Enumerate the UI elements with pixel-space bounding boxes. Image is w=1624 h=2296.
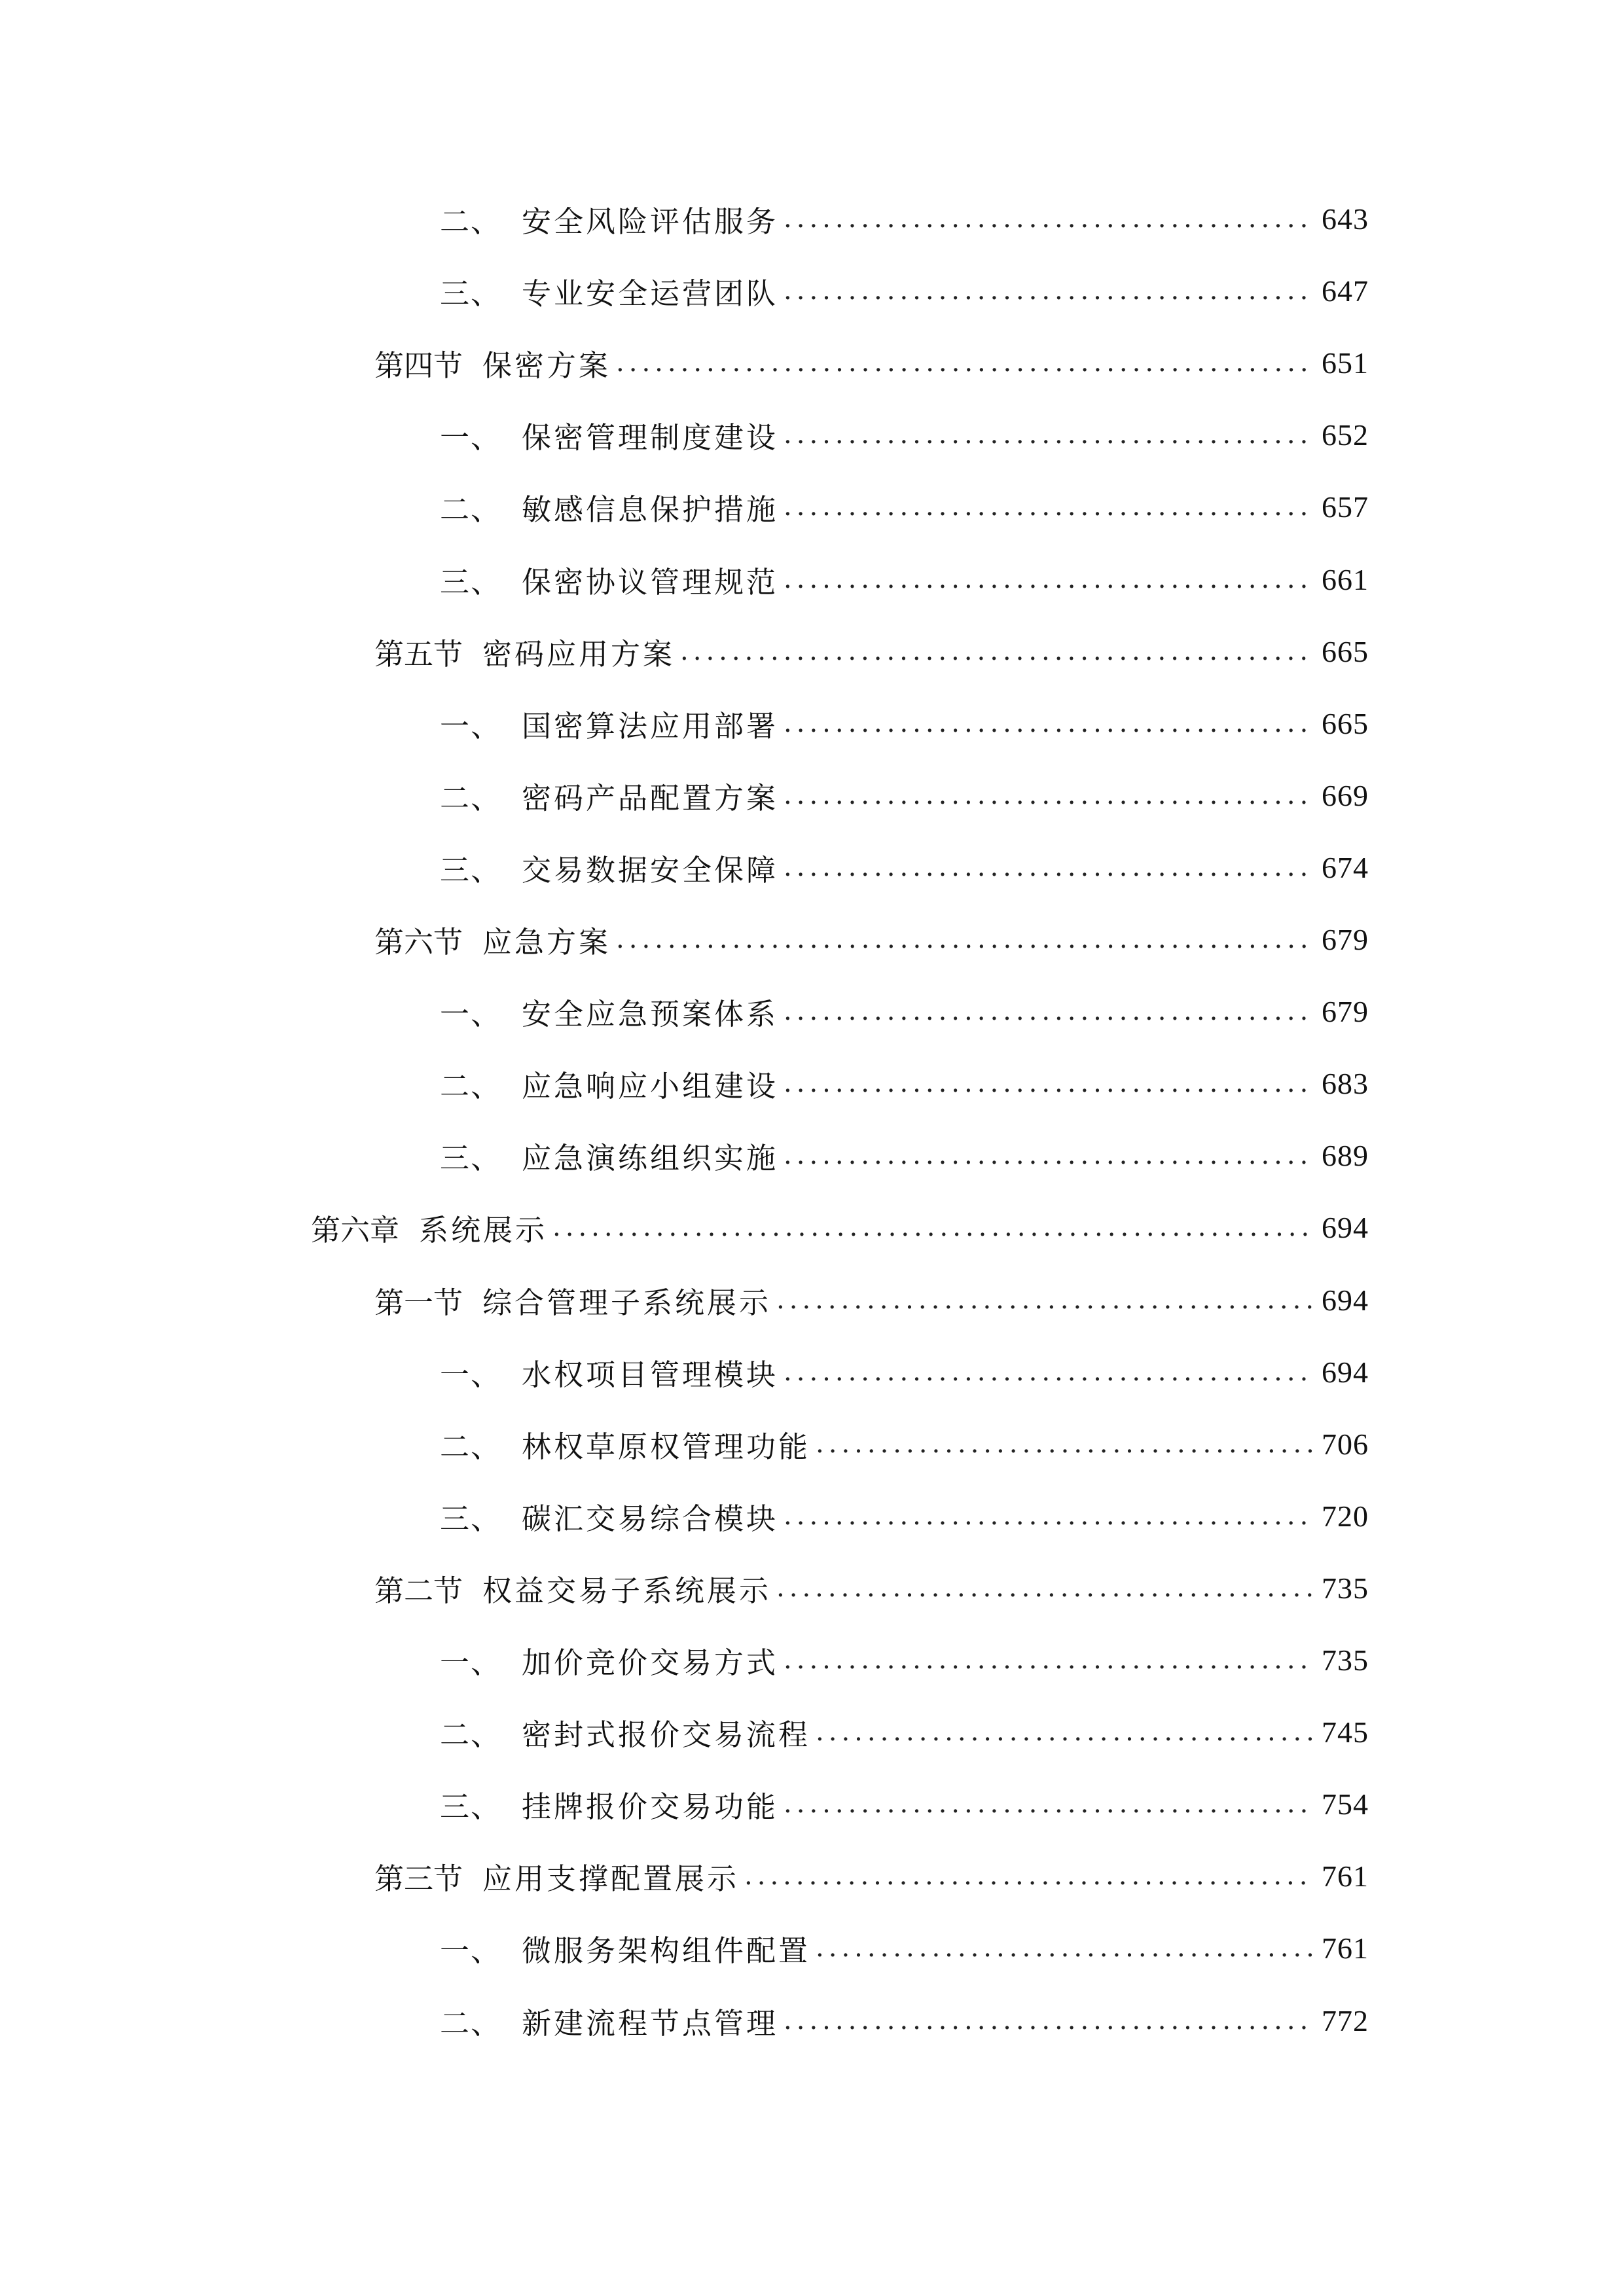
toc-entry-item[interactable]	[440, 480, 1369, 533]
toc-entry-item[interactable]	[440, 1706, 1369, 1758]
toc-entry-prefix: 三、	[440, 276, 502, 311]
toc-entry-prefix: 二、	[440, 1429, 502, 1464]
dot-leader	[784, 1645, 1312, 1675]
dot-leader	[776, 1285, 1312, 1315]
dot-leader	[784, 1357, 1312, 1387]
toc-entry-item[interactable]	[440, 769, 1369, 821]
toc-entry-page-number: 694	[1322, 1355, 1369, 1389]
toc-entry-page-number: 694	[1322, 1283, 1369, 1317]
toc-entry-title: 密码产品配置方案	[522, 780, 779, 816]
toc-entry-page-number: 761	[1322, 1859, 1369, 1893]
toc-entry-item[interactable]	[440, 1129, 1369, 1181]
dot-leader	[784, 708, 1312, 738]
toc-entry-item[interactable]	[440, 1418, 1369, 1470]
dot-leader	[784, 564, 1312, 594]
dot-leader	[616, 348, 1312, 378]
toc-entry-item[interactable]	[440, 841, 1369, 893]
toc-entry-title: 专业安全运营团队	[522, 276, 779, 311]
toc-entry-item[interactable]	[440, 1994, 1369, 2047]
toc-entry-prefix: 一、	[440, 1645, 502, 1680]
toc-entry-page-number: 745	[1322, 1715, 1369, 1749]
toc-entry-prefix: 二、	[440, 1717, 502, 1752]
toc-entry-prefix: 第六章	[311, 1212, 400, 1247]
toc-entry-page-number: 706	[1322, 1427, 1369, 1461]
toc-entry-page-number: 665	[1322, 634, 1369, 668]
toc-entry-title: 新建流程节点管理	[522, 2005, 779, 2041]
toc-entry-page-number: 657	[1322, 490, 1369, 524]
toc-entry-page-number: 674	[1322, 850, 1369, 884]
toc-entry-prefix: 第四节	[374, 348, 463, 383]
toc-entry-page-number: 651	[1322, 346, 1369, 380]
dot-leader	[784, 204, 1312, 234]
dot-leader	[784, 780, 1312, 810]
toc-entry-prefix: 第五节	[374, 636, 463, 672]
dot-leader	[680, 636, 1312, 666]
toc-entry-prefix: 二、	[440, 1068, 502, 1103]
toc-entry-item[interactable]	[440, 1922, 1369, 1974]
toc-entry-section[interactable]	[374, 1274, 1369, 1326]
dot-leader	[552, 1212, 1312, 1242]
toc-entry-title: 保密方案	[482, 348, 611, 383]
toc-entry-page-number: 772	[1322, 2003, 1369, 2037]
toc-entry-page-number: 679	[1322, 922, 1369, 956]
dot-leader	[784, 492, 1312, 522]
toc-entry-prefix: 一、	[440, 996, 502, 1031]
toc-entry-chapter[interactable]	[311, 1201, 1369, 1253]
toc-entry-page-number: 669	[1322, 778, 1369, 812]
toc-entry-section[interactable]	[374, 336, 1369, 389]
dot-leader	[784, 1068, 1312, 1098]
toc-entry-title: 碳汇交易综合模块	[522, 1501, 779, 1536]
toc-entry-item[interactable]	[440, 985, 1369, 1037]
toc-entry-prefix: 一、	[440, 1933, 502, 1968]
toc-entry-section[interactable]	[374, 1850, 1369, 1902]
dot-leader	[744, 1861, 1312, 1891]
toc-entry-prefix: 第一节	[374, 1285, 463, 1320]
toc-entry-title: 权益交易子系统展示	[482, 1573, 772, 1608]
toc-entry-title: 挂牌报价交易功能	[522, 1789, 779, 1824]
toc-entry-page-number: 720	[1322, 1499, 1369, 1533]
toc-entry-page-number: 735	[1322, 1571, 1369, 1605]
toc-entry-title: 国密算法应用部署	[522, 708, 779, 744]
toc-entry-prefix: 一、	[440, 1357, 502, 1392]
toc-entry-prefix: 一、	[440, 420, 502, 455]
toc-entry-item[interactable]	[440, 1490, 1369, 1542]
toc-entry-title: 保密协议管理规范	[522, 564, 779, 600]
toc-entry-page-number: 735	[1322, 1643, 1369, 1677]
toc-entry-prefix: 三、	[440, 1789, 502, 1824]
toc-entry-title: 应急演练组织实施	[522, 1140, 779, 1175]
toc-entry-title: 水权项目管理模块	[522, 1357, 779, 1392]
toc-entry-title: 安全应急预案体系	[522, 996, 779, 1031]
toc-entry-item[interactable]	[440, 553, 1369, 605]
toc-entry-page-number: 643	[1322, 202, 1369, 236]
toc-entry-title: 密封式报价交易流程	[522, 1717, 811, 1752]
toc-entry-item[interactable]	[440, 1346, 1369, 1398]
toc-entry-page-number: 694	[1322, 1210, 1369, 1244]
toc-entry-section[interactable]	[374, 1562, 1369, 1614]
toc-entry-section[interactable]	[374, 913, 1369, 965]
toc-entry-item[interactable]	[440, 697, 1369, 749]
toc-entry-item[interactable]	[440, 408, 1369, 461]
toc-entry-page-number: 683	[1322, 1066, 1369, 1100]
toc-entry-prefix: 三、	[440, 852, 502, 888]
toc-entry-prefix: 第二节	[374, 1573, 463, 1608]
toc-entry-prefix: 三、	[440, 1140, 502, 1175]
toc-entry-prefix: 一、	[440, 708, 502, 744]
toc-entry-title: 应用支撑配置展示	[482, 1861, 740, 1896]
toc-entry-page-number: 652	[1322, 418, 1369, 452]
toc-entry-item[interactable]	[440, 1057, 1369, 1109]
toc-entry-page-number: 661	[1322, 562, 1369, 596]
toc-entry-prefix: 三、	[440, 1501, 502, 1536]
toc-entry-title: 应急响应小组建设	[522, 1068, 779, 1103]
dot-leader	[784, 2005, 1312, 2036]
dot-leader	[816, 1717, 1312, 1747]
toc-entry-title: 密码应用方案	[482, 636, 676, 672]
toc-entry-prefix: 二、	[440, 204, 502, 239]
toc-entry-prefix: 第三节	[374, 1861, 463, 1896]
toc-entry-title: 交易数据安全保障	[522, 852, 779, 888]
toc-entry-title: 保密管理制度建设	[522, 420, 779, 455]
toc-entry-title: 综合管理子系统展示	[482, 1285, 772, 1320]
toc-entry-prefix: 二、	[440, 492, 502, 527]
toc-entry-page-number: 689	[1322, 1138, 1369, 1172]
toc-entry-title: 应急方案	[482, 924, 611, 960]
toc-entry-title: 安全风险评估服务	[522, 204, 779, 239]
toc-entry-item[interactable]	[440, 264, 1369, 317]
toc-entry-title: 林权草原权管理功能	[522, 1429, 811, 1464]
dot-leader	[784, 1140, 1312, 1170]
toc-entry-prefix: 二、	[440, 780, 502, 816]
toc-entry-title: 微服务架构组件配置	[522, 1933, 811, 1968]
toc-entry-prefix: 第六节	[374, 924, 463, 960]
toc-entry-item[interactable]	[440, 1634, 1369, 1686]
dot-leader	[784, 1789, 1312, 1819]
toc-entry-page-number: 665	[1322, 706, 1369, 740]
toc-entry-item[interactable]	[440, 1778, 1369, 1830]
toc-entry-page-number: 647	[1322, 274, 1369, 308]
dot-leader	[784, 1501, 1312, 1531]
dot-leader	[784, 276, 1312, 306]
toc-entry-title: 敏感信息保护措施	[522, 492, 779, 527]
toc-entry-section[interactable]	[374, 625, 1369, 677]
dot-leader	[784, 996, 1312, 1026]
toc-entry-page-number: 679	[1322, 994, 1369, 1028]
dot-leader	[816, 1933, 1312, 1963]
toc-entry-item[interactable]	[440, 192, 1369, 245]
dot-leader	[776, 1573, 1312, 1603]
dot-leader	[784, 852, 1312, 882]
dot-leader	[616, 924, 1312, 954]
toc-entry-page-number: 761	[1322, 1931, 1369, 1965]
toc-entry-prefix: 三、	[440, 564, 502, 600]
toc-entry-page-number: 754	[1322, 1787, 1369, 1821]
toc-entry-prefix: 二、	[440, 2005, 502, 2041]
dot-leader	[784, 420, 1312, 450]
toc-entry-title: 加价竞价交易方式	[522, 1645, 779, 1680]
dot-leader	[816, 1429, 1312, 1459]
toc-entry-title: 系统展示	[419, 1212, 548, 1247]
